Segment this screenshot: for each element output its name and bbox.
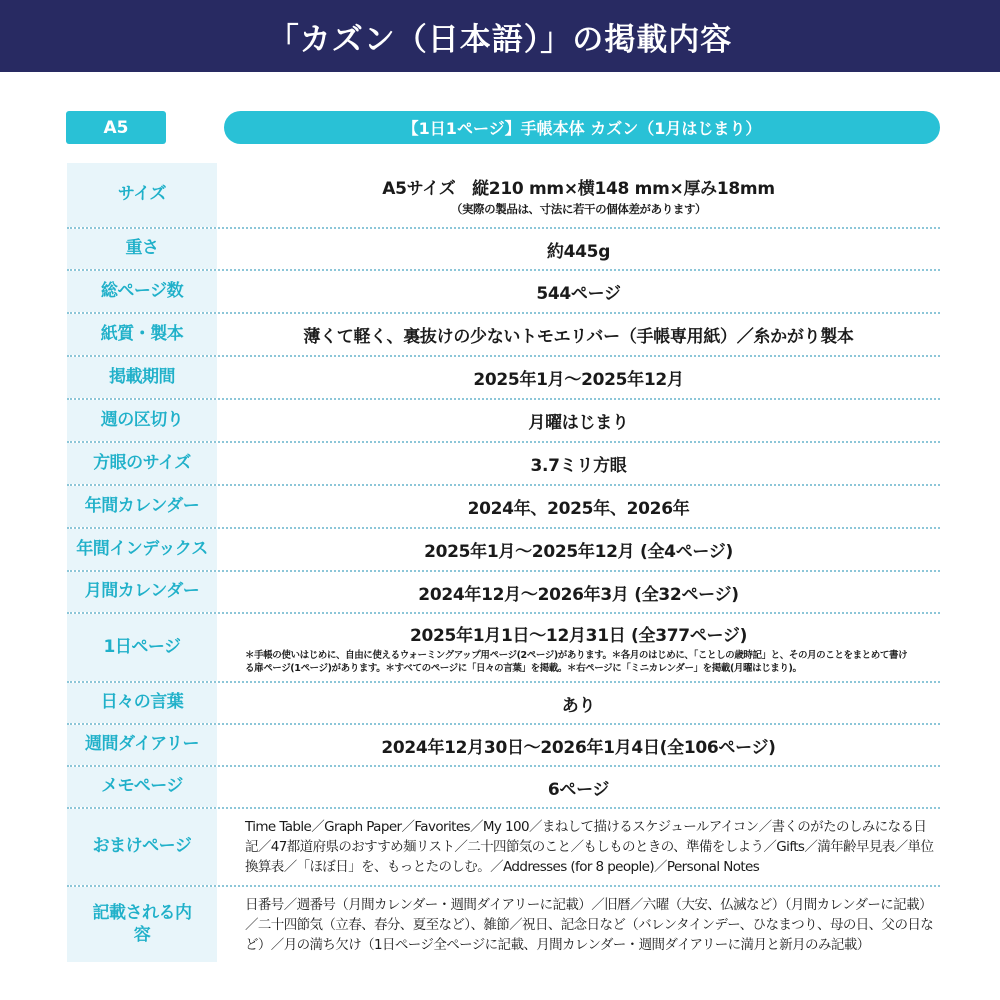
row-label: 週の区切り — [67, 400, 217, 441]
row-label: サイズ — [67, 163, 217, 227]
product-title-banner: 【1日1ページ】手帳本体 カズン（1月はじまり） — [224, 111, 940, 144]
row-label: 記載される内容 — [67, 887, 217, 962]
row-label: 年間インデックス — [67, 529, 217, 570]
spec-row-daily-words — [67, 683, 940, 725]
row-value: 6ページ — [547, 779, 610, 800]
spec-row-paper — [67, 314, 940, 357]
row-value: 日番号／週番号（月間カレンダー・週間ダイアリーに記載）／旧暦／六曜（大安、仏滅など）（月間カレンダーに記載）／二十四節気（立春、春分、夏至など）、雑節／祝日、記念日など（バレンタインデー、ひなまつり、母の日、父の日など）／月の満ち欠け（1日ページ全ページに記載、月間カレンダー・週間ダイアリーに満月と新月のみ記載） — [245, 896, 934, 953]
spec-row-listed-contents — [67, 887, 940, 962]
row-label: 1日ページ — [67, 614, 217, 681]
row-label: おまけページ — [67, 809, 217, 885]
size-value: A5サイズ 縦210 mm×横148 mm×厚み18mm — [382, 178, 775, 199]
page-header — [0, 0, 1000, 72]
row-value: 2024年、2025年、2026年 — [467, 499, 690, 519]
row-value — [217, 163, 940, 227]
row-value: 2025年1月～2025年12月 (全4ページ) — [424, 542, 733, 562]
row-value: 月曜はじまり — [528, 413, 629, 433]
spec-row-memo-pages — [67, 767, 940, 809]
row-value: 薄くて軽く、裏抜けの少ないトモエリバー（手帳専用紙）／糸かがり製本 — [303, 327, 854, 347]
row-value — [217, 614, 940, 681]
spec-row-bonus-pages — [67, 809, 940, 887]
size-tag: A5 — [66, 111, 166, 144]
spec-table — [67, 163, 940, 962]
spec-row-period — [67, 357, 940, 400]
row-label: 日々の言葉 — [67, 683, 217, 723]
row-value: 約445g — [546, 241, 611, 262]
spec-row-size — [67, 163, 940, 229]
daily-pages-note: ＊手帳の使いはじめに、自由に使えるウォーミングアップ用ページ(2ページ)があります。＊各月のはじめに、「ことしの歳時記」と、その月のことをまとめて書ける扉ページ(1ページ)があります。＊すべてのページに「日々の言葉」を掲載。＊右ページに「ミニカレンダー」を掲載(月曜はじまり)。 — [245, 649, 908, 674]
row-label: 重さ — [67, 229, 217, 269]
spec-row-weight — [67, 229, 940, 271]
spec-row-monthly-calendar — [67, 572, 940, 614]
page-title: 「カズン（日本語）」の掲載内容 — [267, 21, 733, 58]
row-label: 方眼のサイズ — [67, 443, 217, 484]
row-value: 544ページ — [536, 284, 621, 304]
row-label: 掲載期間 — [67, 357, 217, 398]
row-value: あり — [561, 695, 596, 716]
daily-pages-value: 2025年1月1日～12月31日 (全377ページ) — [409, 625, 748, 646]
row-label: 月間カレンダー — [67, 572, 217, 612]
size-note: （実際の製品は、寸法に若干の個体差があります） — [450, 201, 707, 216]
spec-row-yearly-index — [67, 529, 940, 572]
spec-row-total-pages — [67, 271, 940, 314]
spec-row-weekly-diary — [67, 725, 940, 767]
row-value: 3.7ミリ方眼 — [530, 456, 627, 476]
row-label: 総ページ数 — [67, 271, 217, 312]
row-value: 2024年12月30日～2026年1月4日(全106ページ) — [381, 737, 776, 758]
row-value: Time Table／Graph Paper／Favorites／My 100／まねして描けるスケジュールアイコン／書くのがたのしみになる日記／47都道府県のおすすめ麺リスト／二十四節気のこと／もしものときの、準備をしよう／Gifts／満年齢早見表／単位換算表／「ほぼ日」を、もっとたのしむ。／Addresses (for 8 people)／Personal Notes — [245, 819, 934, 875]
row-label: 紙質・製本 — [67, 314, 217, 355]
spec-row-daily-pages — [67, 614, 940, 683]
row-label: メモページ — [67, 767, 217, 807]
spec-row-grid-size — [67, 443, 940, 486]
spec-row-yearly-calendar — [67, 486, 940, 529]
row-label: 年間カレンダー — [67, 486, 217, 527]
row-value: 2025年1月～2025年12月 — [473, 370, 684, 390]
row-label: 週間ダイアリー — [67, 725, 217, 765]
spec-row-week-start — [67, 400, 940, 443]
row-value: 2024年12月～2026年3月 (全32ページ) — [418, 584, 739, 605]
